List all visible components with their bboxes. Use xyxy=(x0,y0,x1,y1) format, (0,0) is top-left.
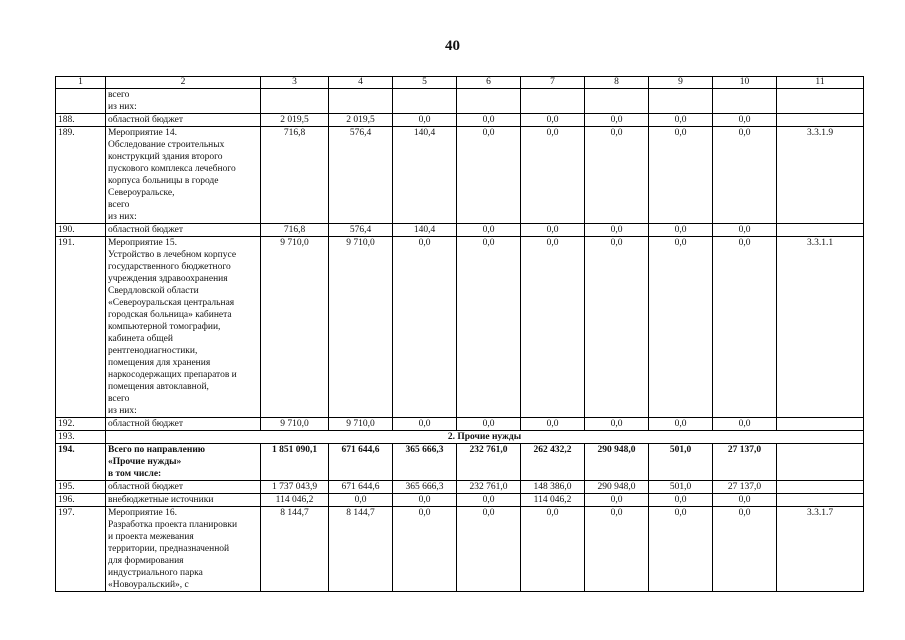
value-cell: 0,0 xyxy=(457,224,521,237)
value-cell: 0,0 xyxy=(457,114,521,127)
value-cell: 0,0 xyxy=(585,494,649,507)
value-cell: 27 137,0 xyxy=(713,444,777,481)
row-description-cell: областной бюджет xyxy=(106,481,261,494)
value-cell: 0,0 xyxy=(649,127,713,224)
row-description-cell: всего из них: xyxy=(106,89,261,114)
value-cell: 0,0 xyxy=(457,237,521,418)
value-cell: 576,4 xyxy=(329,127,393,224)
value-cell: 0,0 xyxy=(649,418,713,431)
table-row xyxy=(56,237,864,418)
value-cell: 0,0 xyxy=(457,418,521,431)
value-cell: 671 644,6 xyxy=(329,444,393,481)
value-cell: 576,4 xyxy=(329,224,393,237)
value-cell: 114 046,2 xyxy=(521,494,585,507)
target-code-cell xyxy=(777,418,864,431)
table-row xyxy=(56,89,864,114)
target-code-cell xyxy=(777,89,864,114)
value-cell: 290 948,0 xyxy=(585,444,649,481)
value-cell: 1 851 090,1 xyxy=(261,444,329,481)
row-number-cell: 195. xyxy=(56,481,106,494)
value-cell: 0,0 xyxy=(521,237,585,418)
value-cell: 0,0 xyxy=(713,237,777,418)
value-cell: 140,4 xyxy=(393,224,457,237)
page-number: 40 xyxy=(445,38,460,54)
value-cell xyxy=(457,89,521,114)
value-cell: 0,0 xyxy=(585,127,649,224)
row-number-cell: 188. xyxy=(56,114,106,127)
value-cell: 0,0 xyxy=(329,494,393,507)
value-cell xyxy=(521,89,585,114)
row-number-cell: 193. xyxy=(56,431,106,444)
row-number-cell: 192. xyxy=(56,418,106,431)
target-code-cell: 3.3.1.7 xyxy=(777,507,864,592)
column-header: 8 xyxy=(585,77,649,89)
value-cell: 0,0 xyxy=(393,507,457,592)
column-header: 2 xyxy=(106,77,261,89)
value-cell: 0,0 xyxy=(713,494,777,507)
value-cell: 716,8 xyxy=(261,127,329,224)
target-code-cell xyxy=(777,494,864,507)
row-number-cell: 190. xyxy=(56,224,106,237)
value-cell: 0,0 xyxy=(521,224,585,237)
row-number-cell: 191. xyxy=(56,237,106,418)
value-cell: 0,0 xyxy=(585,418,649,431)
table-row xyxy=(56,418,864,431)
value-cell: 1 737 043,9 xyxy=(261,481,329,494)
value-cell: 0,0 xyxy=(457,507,521,592)
program-financing-table xyxy=(55,76,864,592)
column-header: 11 xyxy=(777,77,864,89)
value-cell: 9 710,0 xyxy=(261,418,329,431)
value-cell: 8 144,7 xyxy=(261,507,329,592)
value-cell: 0,0 xyxy=(649,494,713,507)
value-cell xyxy=(713,89,777,114)
target-code-cell xyxy=(777,224,864,237)
row-number-cell: 196. xyxy=(56,494,106,507)
value-cell: 0,0 xyxy=(393,114,457,127)
row-description-cell: Мероприятие 14. Обследование строительных конструкций здания второго пускового комплекса лечебного корпуса больницы в городе Североуральске, всего из них: xyxy=(106,127,261,224)
row-number-cell: 189. xyxy=(56,127,106,224)
value-cell: 0,0 xyxy=(393,418,457,431)
value-cell: 114 046,2 xyxy=(261,494,329,507)
column-number-row xyxy=(56,77,864,89)
column-header: 3 xyxy=(261,77,329,89)
value-cell: 9 710,0 xyxy=(329,237,393,418)
row-number-cell: 197. xyxy=(56,507,106,592)
value-cell: 501,0 xyxy=(649,444,713,481)
value-cell: 140,4 xyxy=(393,127,457,224)
value-cell: 0,0 xyxy=(649,237,713,418)
value-cell xyxy=(585,89,649,114)
row-description-cell: областной бюджет xyxy=(106,224,261,237)
table-row xyxy=(56,114,864,127)
value-cell: 0,0 xyxy=(649,224,713,237)
table-row xyxy=(56,507,864,592)
value-cell: 232 761,0 xyxy=(457,481,521,494)
value-cell: 0,0 xyxy=(521,507,585,592)
value-cell: 9 710,0 xyxy=(261,237,329,418)
value-cell: 290 948,0 xyxy=(585,481,649,494)
table-body xyxy=(56,89,864,592)
value-cell: 0,0 xyxy=(457,127,521,224)
value-cell: 0,0 xyxy=(393,494,457,507)
row-description-cell: Мероприятие 16. Разработка проекта планировки и проекта межевания территории, предназначенной для формирования индустриального парка «Новоуральский», с xyxy=(106,507,261,592)
table-row xyxy=(56,127,864,224)
value-cell: 27 137,0 xyxy=(713,481,777,494)
value-cell: 0,0 xyxy=(649,507,713,592)
row-description-cell: областной бюджет xyxy=(106,418,261,431)
value-cell: 501,0 xyxy=(649,481,713,494)
column-header: 1 xyxy=(56,77,106,89)
value-cell: 2 019,5 xyxy=(329,114,393,127)
value-cell: 716,8 xyxy=(261,224,329,237)
table-row xyxy=(56,224,864,237)
table-row xyxy=(56,444,864,481)
value-cell: 0,0 xyxy=(713,114,777,127)
value-cell: 262 432,2 xyxy=(521,444,585,481)
value-cell xyxy=(261,89,329,114)
value-cell: 0,0 xyxy=(457,494,521,507)
value-cell xyxy=(393,89,457,114)
value-cell: 148 386,0 xyxy=(521,481,585,494)
row-description-cell: Всего по направлению «Прочие нужды» в том числе: xyxy=(106,444,261,481)
column-header: 5 xyxy=(393,77,457,89)
value-cell: 0,0 xyxy=(393,237,457,418)
page-bottom-crop xyxy=(0,604,905,640)
table-row xyxy=(56,494,864,507)
column-header: 9 xyxy=(649,77,713,89)
column-header: 7 xyxy=(521,77,585,89)
value-cell: 0,0 xyxy=(585,114,649,127)
value-cell: 365 666,3 xyxy=(393,444,457,481)
value-cell: 0,0 xyxy=(649,114,713,127)
table-row xyxy=(56,481,864,494)
target-code-cell xyxy=(777,114,864,127)
value-cell: 0,0 xyxy=(713,418,777,431)
row-description-cell: внебюджетные источники xyxy=(106,494,261,507)
column-header: 10 xyxy=(713,77,777,89)
value-cell: 365 666,3 xyxy=(393,481,457,494)
value-cell xyxy=(649,89,713,114)
column-header: 6 xyxy=(457,77,521,89)
value-cell: 0,0 xyxy=(521,114,585,127)
value-cell: 9 710,0 xyxy=(329,418,393,431)
row-number-cell: 194. xyxy=(56,444,106,481)
row-number-cell xyxy=(56,89,106,114)
value-cell: 0,0 xyxy=(521,418,585,431)
row-description-cell: Мероприятие 15. Устройство в лечебном корпусе государственного бюджетного учреждения здравоохранения Свердловской области «Североуральская центральная городская больница» кабинета компьютерной томографии, кабинета общей рентгенодиагностики, помещения для хранения наркосодержащих препаратов и помещения автоклавной, всего из них: xyxy=(106,237,261,418)
value-cell: 8 144,7 xyxy=(329,507,393,592)
section-title-cell: 2. Прочие нужды xyxy=(106,431,864,444)
value-cell: 0,0 xyxy=(585,507,649,592)
section-row xyxy=(56,431,864,444)
value-cell: 0,0 xyxy=(713,507,777,592)
value-cell: 0,0 xyxy=(521,127,585,224)
target-code-cell: 3.3.1.1 xyxy=(777,237,864,418)
target-code-cell xyxy=(777,444,864,481)
value-cell: 0,0 xyxy=(713,224,777,237)
row-description-cell: областной бюджет xyxy=(106,114,261,127)
target-code-cell xyxy=(777,481,864,494)
value-cell: 232 761,0 xyxy=(457,444,521,481)
value-cell: 0,0 xyxy=(585,224,649,237)
value-cell xyxy=(329,89,393,114)
value-cell: 0,0 xyxy=(585,237,649,418)
value-cell: 671 644,6 xyxy=(329,481,393,494)
column-header: 4 xyxy=(329,77,393,89)
value-cell: 2 019,5 xyxy=(261,114,329,127)
value-cell: 0,0 xyxy=(713,127,777,224)
target-code-cell: 3.3.1.9 xyxy=(777,127,864,224)
